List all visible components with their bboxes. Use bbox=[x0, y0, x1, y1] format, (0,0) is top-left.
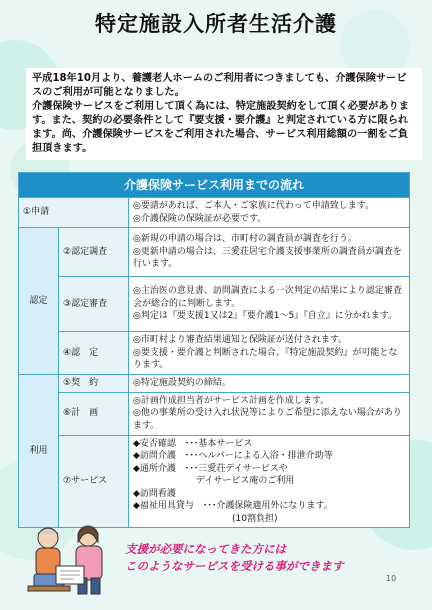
table-row bbox=[19, 435, 410, 528]
step-label: ②認定調査 bbox=[59, 228, 129, 277]
step-description: ◎主治医の意見書、訪問調査による一次判定の結果により認定審査会が総合的に判断します。 ◎判定は『要支援1又は2』『要介護1～5』『自立』に分かれます。 bbox=[129, 277, 410, 332]
step-description: ◎新規の申請の場合は、市町村の調査員が調査を行う。 ◎更新申請の場合は、三愛荘居宅介護支援事業所の調査員が調査を行います。 bbox=[129, 228, 410, 277]
service-flow-table bbox=[18, 172, 410, 528]
intro-text bbox=[26, 68, 422, 160]
caption-text bbox=[125, 541, 385, 575]
step-description: ◆安否確認 ･･･基本サービス ◆訪問介護 ･･･ヘルパーによる入浴・排泄介助等 ◆通所介護 ･･･三愛荘デイサービスや デイサービス庵のご利用 ◆訪問看護 ◆福祉用具貸与 ･･･介護保険適用外になります。 (10割負担) bbox=[129, 435, 410, 528]
step-label: ⑦サービス bbox=[59, 435, 129, 528]
caregiver-illustration bbox=[20, 516, 116, 600]
group-label: 認定 bbox=[19, 228, 59, 375]
table-row bbox=[19, 332, 410, 375]
table-row bbox=[19, 375, 410, 393]
step-label: ①申請 bbox=[19, 198, 129, 228]
step-label: ④認 定 bbox=[59, 332, 129, 375]
caption-line: 支援が必要になってきた方には bbox=[125, 542, 286, 556]
table-header: 介護保険サービス利用までの流れ bbox=[19, 173, 410, 198]
intro-paragraph: 介護保険サービスをご利用して頂く為には、特定施設契約をして頂く必要があります。また、契約の必要条件として『要支援・要介護』と判定されている方に限られます。尚、介護保険サービスをご利用された場合、サービス利用総額の一割をご負担頂きます。 bbox=[32, 101, 409, 154]
table-row bbox=[19, 392, 410, 435]
caption-line: このようなサービスを受ける事ができます bbox=[125, 559, 344, 573]
step-description: ◎計画作成担当者がサービス計画を作成します。 ◎他の事業所の受け入れ状況等によりご希望に添えない場合があります。 bbox=[129, 392, 410, 435]
intro-paragraph: 平成18年10月より、養護老人ホームのご利用者につきましても、介護保険サービスのご利用が可能となりました。 bbox=[32, 73, 407, 98]
step-description: ◎要請があれば、ご本人・ご家族に代わって申請致します。 ◎介護保険の保険証が必要です。 bbox=[129, 198, 410, 228]
table-row bbox=[19, 198, 410, 228]
step-description: ◎市町村より審査結果通知と保険証が送付されます。 ◎要支援・要介護と判断された場合、『特定施設契約』が可能となります。 bbox=[129, 332, 410, 375]
group-label: 利用 bbox=[19, 375, 59, 528]
step-label: ⑤契 約 bbox=[59, 375, 129, 393]
table-row bbox=[19, 277, 410, 332]
step-label: ③認定審査 bbox=[59, 277, 129, 332]
step-description: ◎特定施設契約の締結。 bbox=[129, 375, 410, 393]
step-label: ⑥計 画 bbox=[59, 392, 129, 435]
table-row bbox=[19, 228, 410, 277]
page-title: 特定施設入所者生活介護 bbox=[95, 12, 337, 36]
page-number: 10 bbox=[386, 574, 397, 583]
